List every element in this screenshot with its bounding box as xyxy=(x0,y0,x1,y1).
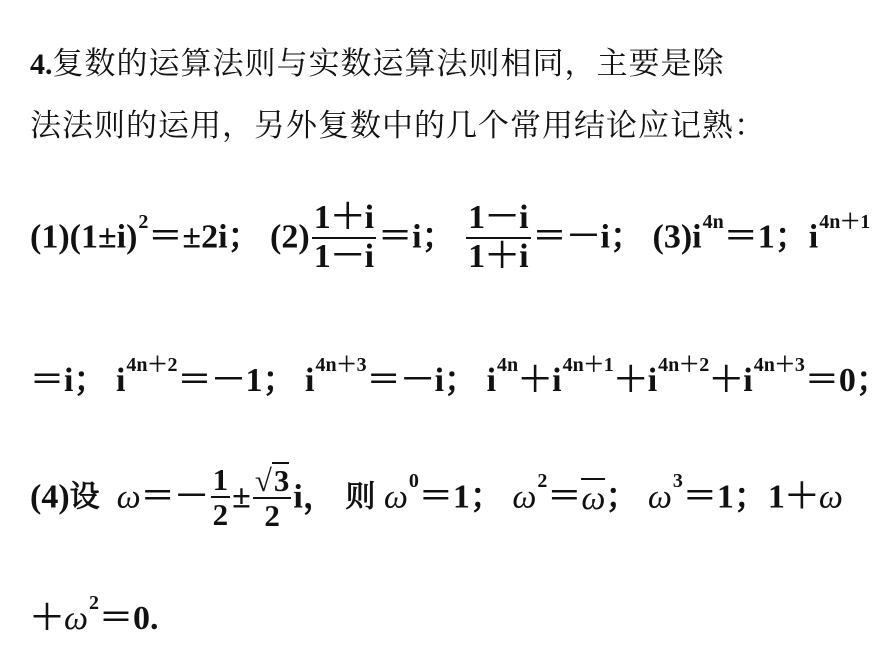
f1-base: (1±i) xyxy=(69,218,138,256)
label-2: (2) xyxy=(270,218,310,256)
exp-4n: 4n xyxy=(702,210,724,233)
f3b-rhs: ＝i； xyxy=(30,362,108,400)
f3-rhs: ＝1； xyxy=(723,218,809,256)
exp-4n3: 4n＋3 xyxy=(753,354,805,377)
f1-rhs: ＝±2i； xyxy=(148,218,262,256)
f3e-rhs: ＝0； xyxy=(804,362,890,400)
intro-text-1: 复数的运算法则与实数运算法则相同，主要是除 xyxy=(52,46,725,82)
label-3: (3) xyxy=(652,218,693,256)
exp-4n: 4n xyxy=(497,354,519,377)
f2b-rhs: ＝－i； xyxy=(532,218,644,256)
fraction-1plusi-over-1minusi xyxy=(312,200,376,275)
f4-tail: 1＋ xyxy=(767,478,819,516)
formula-line-3: (4)设 ω＝－ $\frac{1}{2}$ ± $\frac{√3}{2}$ i， 则 $\omega^0=1$； $\omega^2=\omega$； $\omega^3=1$；1＋ω xyxy=(30,462,843,534)
fraction-denominator: 2 xyxy=(264,498,280,534)
fraction-numerator: √3 xyxy=(254,463,290,498)
fraction-sqrt3-over-2 xyxy=(253,462,292,533)
fraction-denominator: 1＋i xyxy=(468,237,529,275)
exp-4n1: 4n＋1 xyxy=(562,354,614,377)
f4-rhs-i: i， xyxy=(293,478,337,516)
exp-4n2: 4n＋2 xyxy=(658,354,710,377)
f4-eq2: ＝1； xyxy=(682,478,768,516)
exp-4n1: 4n＋1 xyxy=(819,210,871,233)
fraction-numerator: 1 xyxy=(212,462,229,497)
exp-4n2: 4n＋2 xyxy=(126,354,178,377)
fraction-denominator: 1－i xyxy=(313,237,375,275)
formula-line-2: ＝i； $i^{4n+2}=-1$； $i^{4n+3}=-i$； $i^{4n}+i^{4n+1}+i^{4n+2}+i^{4n+3}=0$； xyxy=(30,354,890,400)
omega-conjugate: ω xyxy=(581,480,606,518)
formula-line-4: $+\omega^2=0$. xyxy=(30,592,159,638)
intro-line-2 xyxy=(30,100,766,145)
f3c-rhs: ＝－1； xyxy=(177,362,297,400)
f1-exponent: 2 xyxy=(138,210,149,233)
intro-line-1 xyxy=(30,38,725,83)
label-1: (1) xyxy=(30,218,70,256)
exp-4n3: 4n＋3 xyxy=(315,354,367,377)
fraction-1minusi-over-1plusi xyxy=(466,200,530,275)
f4-eq1: ＝1； xyxy=(418,478,504,516)
f4-end: ＝0. xyxy=(99,600,159,638)
fraction-numerator: 1－i xyxy=(466,200,530,239)
fraction-numerator: 1＋i xyxy=(312,200,376,239)
f2a-rhs: ＝i； xyxy=(378,218,456,256)
f3d-rhs: ＝－i； xyxy=(366,362,479,400)
label-4: (4) xyxy=(30,478,70,516)
fraction-denominator: 2 xyxy=(212,497,229,533)
fraction-one-half xyxy=(211,463,231,532)
word-she: 设 xyxy=(69,479,100,515)
item-number: 4. xyxy=(30,48,53,81)
formula-line-1: $(1)(1\pm i)^2=\pm 2i$； (2) $\frac{1+i}{1-i}$ ＝i； $\frac{1-i}{1+i}$ ＝－i； $(3)i^{4n}=1$；$i^{4n+1}$ xyxy=(30,199,871,275)
radicand: 3 xyxy=(273,463,290,498)
intro-text-2: 法法则的运用，另外复数中的几个常用结论应记熟： xyxy=(30,108,766,144)
word-ze: 则 xyxy=(345,479,376,515)
